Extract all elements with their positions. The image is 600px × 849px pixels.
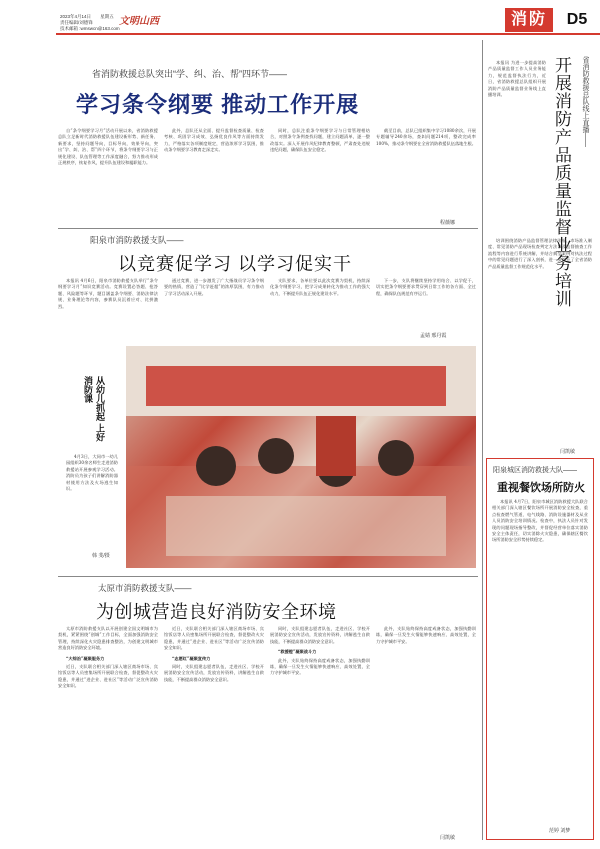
a3-col-3: 同时，支队组建志愿者队伍，走进社区、学校开展消防安全宣传活动，发放宣传资料，讲解逃生自救技能，不断提高群众消防安全意识。 “救援橙”凝聚战斗力 此外，支队始终保持高度戒备状态，加强执勤训练，确保一旦发生火情能够快速响应、高效处置，全力守护城市平安。	[270, 626, 370, 676]
a3-kicker: 太原市消防救援支队——	[98, 583, 192, 593]
right-column-rule	[482, 40, 483, 840]
a3-col-4: 此外，支队始终保持高度戒备状态，加强执勤训练，确保一旦发生火情能够快速响应、高效处置，全力守护城市平安。	[376, 626, 476, 644]
a2-divider	[58, 576, 478, 577]
side2-kicker: 阳泉城区消防救援大队——	[493, 467, 577, 474]
photo-caption-text: 4月3日，大同市一幼儿园组织30余名师生走进消防救援站开展参观学习活动。消防员为孩子们讲解消防器材使用方法及火场逃生知识。	[66, 454, 118, 492]
side1-byline: 闫凯敏	[560, 449, 576, 455]
a3-title: 为创城营造良好消防安全环境	[96, 602, 337, 622]
a1-title: 学习条令纲要 推动工作开展	[76, 92, 360, 117]
a3-subhead-1: “大综治”凝聚服务力	[66, 655, 105, 661]
masthead-email: 技术邮箱 :wmswcn@163.com	[60, 26, 120, 31]
a1-byline: 程薇娜	[440, 220, 456, 226]
a2-col-2: 通过竞赛，进一步激发了广大指战员学习条令纲要的热情，营造了“比学赶超”的浓厚氛围，有力推动了学习活动深入开展。	[164, 278, 264, 296]
date: 2023年4月14日	[60, 14, 92, 19]
a3-subhead-3: “救援橙”凝聚战斗力	[278, 649, 317, 655]
a3-col-2: 近日，支队联合相关部门深入辖区商场市场、宾馆饭店等人员密集场所开展联合检查，督促整改火灾隐患，并通过“进企业、进社区”等活动广泛宣传消防安全知识。 “志愿红”凝聚宣传力 同时，支队组建志愿者队伍，走进社区、学校开展消防安全宣传活动，发放宣传资料，讲解逃生自救技能，不断提高群众消防安全意识。	[164, 626, 264, 682]
side2-body: 本报讯 4月7日，阳泉市城区消防救援大队联合相关部门深入辖区餐饮场所开展消防安全检查，重点检查燃气管道、电气线路、消防设施器材及从业人员消防安全培训情况。检查中，执法人员针对发现的问题现场指导整改，并督促经营单位落实消防安全主体责任，切实消除火灾隐患，确保辖区餐饮场所消防安全形势持续稳定。	[492, 499, 588, 543]
news-photo	[126, 346, 476, 568]
a2-title: 以竞赛促学习 以学习促实干	[118, 254, 352, 274]
side1-intro: 本报讯 为进一步提高消防产品质量监督工作人员业务能力，规范监督执法行为，近日，省消防救援总队组织开展消防产品质量监督业务线上直播培训。	[488, 60, 546, 98]
a1-col-3: 同时，总队注重条令纲要学习与日常管理相结合，对照条令条例查找问题，建立问题清单，逐一整改落实。深入开展作风纪律教育整顿，严肃查处违规违纪问题，确保队伍安全稳定。	[270, 128, 370, 153]
a2-col-1: 本报讯 4月6日，阳泉市消防救援支队举行“条令纲要学习月”知识竞赛活动。竞赛设置必答题、抢答题、风险题等环节，题目涵盖条令纲要、消防法律法规、业务理论等内容，参赛队员沉着应对、比拼激烈。	[58, 278, 158, 309]
page-number: D5	[566, 11, 588, 28]
photo-caption-box	[58, 346, 122, 568]
a1-divider	[58, 228, 478, 229]
photo-credit: 韩 斐/摄	[92, 553, 110, 559]
a2-col-3: 支队要求，各单位要以此次竞赛为契机，持续深化条令纲要学习，把学习成果转化为推动工作的强大动力，不断提升队伍正规化建设水平。	[270, 278, 370, 296]
a1-col-4: 截至目前，总队已组织集中学习1080余次，开展专题辅导240余场，查纠问题214项，整改完成率100%，推动条令纲要在全省消防救援队伍落地生根。	[376, 128, 476, 146]
masthead-editor: 责任编辑/刘德锋	[60, 20, 93, 25]
a2-col-4: 下一步，支队将继续坚持学用结合、以学促干，切实把条令纲要要求贯穿到日常工作的各方面、全过程，确保队伍规范有序运行。	[376, 278, 476, 296]
side1-body: 培训围绕消防产品监督管理法律法规、市场准入制度、常见消防产品现场检查判定方法以及监督抽查工作流程等内容进行系统讲解，并结合典型案例对执法过程中的常见问题进行了深入剖析，进一步提升了全省消防产品质量监督工作规范化水平。	[488, 238, 592, 269]
masthead-rule	[56, 33, 600, 35]
photo-illustration	[126, 346, 476, 568]
a2-byline: 孟婧 邢丹霞	[420, 333, 447, 339]
side2-box	[486, 458, 594, 840]
a3-byline: 闫凯敏	[440, 835, 456, 841]
brand-logo: 文明山西	[119, 16, 159, 27]
a1-kicker: 省消防救援总队突出“学、纠、治、帮”四环节——	[92, 69, 287, 79]
photo-caption-title: 从幼儿抓起 上好消防课	[83, 376, 105, 442]
masthead	[0, 0, 600, 34]
side1-kicker: 省消防救援总队线上直播——	[582, 56, 589, 147]
side2-byline: 范婷 刘梦	[549, 828, 571, 834]
side2-title: 重视餐饮场所防火	[497, 482, 585, 494]
a3-col-1: 太原市消防救援支队以开展创建全国文明城市为契机，紧紧围绕“创城”工作目标，全面加强消防安全管理，持续深化火灾隐患排查整治，为创建文明城市营造良好消防安全环境。 “大综治”凝聚服务力 近日，支队联合相关部门深入辖区商场市场、宾馆饭店等人员密集场所开展联合检查，督促整改火灾隐患，并通过“进企业、进社区”等活动广泛宣传消防安全知识。	[58, 626, 158, 689]
a1-col-2: 此外，总队还从全面、提升监督检查质量、检查考核、巩固学习成效、弘扬优良作风等方面持续发力，严格落实各项制度规定，营造浓厚学习氛围，推动条令纲要学习教育走深走实。	[164, 128, 264, 153]
section-label: 消防	[505, 8, 553, 32]
side1-title: 开展消防产品质量监督业务培训	[552, 56, 571, 308]
a3-subhead-2: “志愿红”凝聚宣传力	[172, 655, 211, 661]
a2-kicker: 阳泉市消防救援支队——	[90, 235, 184, 245]
a1-col-1: 自“条令纲要学习月”活动开展以来，省消防救援总队立足新时代消防救援队伍建设新形势、新任务、新要求，坚持问题导向，目标导向，效果导向，突出“学、纠、治、帮”四个环节，将条令纲要学习与正规化建设、队伍管理等工作深度融合，努力推动形成正规秩序，恢复作风，提升队伍建设和履职能力。	[58, 128, 158, 166]
weekday: 星期五	[100, 14, 114, 19]
